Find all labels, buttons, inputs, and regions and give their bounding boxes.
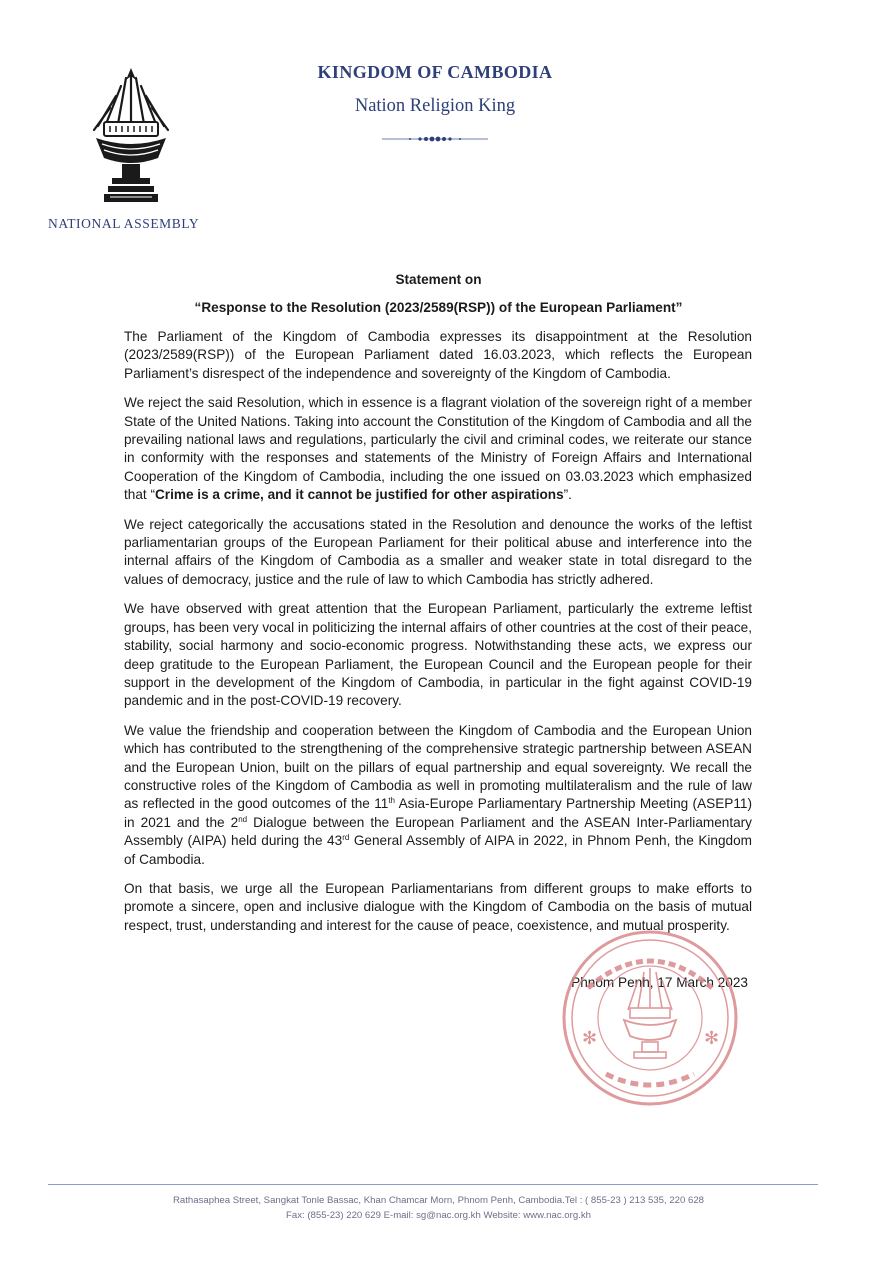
official-seal-icon xyxy=(558,926,742,1110)
paragraph-2-emphasis: Crime is a crime, and it cannot be justified for other aspirations xyxy=(154,487,564,503)
national-motto: Nation Religion King xyxy=(354,96,516,116)
paragraph-6: On that basis, we urge all the European Parliamentarians from different groups to make efforts to promote a sincere, open and inclusive dialogue with the Kingdom of Cambodia on the basis of mutual respect, trust, understanding and interest for the cause of peace, coexistence, and mutual prosperity. xyxy=(124,880,752,933)
paragraph-2 xyxy=(124,394,752,504)
kingdom-heading: KINGDOM OF CAMBODIA xyxy=(317,62,553,82)
paragraph-2-text: We reject the said Resolution, which in essence is a flagrant violation of the sovereign right of a member State of the United Nations. Taking into account the Constitution of the Kingdom of Cambodia and all the prevailing national laws and regulations, particularly the civil and criminal codes, we reiterate our stance in conformity with the responses and statements of the Ministry of Foreign Affairs and International Cooperation of the Kingdom of Cambodia, including the one issued on 03.03.2023 which emphasized that “ xyxy=(124,395,752,503)
paragraph-5 xyxy=(124,722,752,869)
ornament-divider-icon xyxy=(380,133,490,145)
statement-body xyxy=(124,328,752,946)
paragraph-5-part-b: Asia-Europe Parliamentary Partnership Meeting (ASEP11) in 2021 and the 2 xyxy=(124,796,752,830)
svg-text:✻: ✻ xyxy=(582,1028,598,1049)
national-assembly-emblem-icon xyxy=(88,66,174,208)
svg-text:✻: ✻ xyxy=(704,1028,720,1049)
footer-divider xyxy=(48,1184,818,1185)
paragraph-4: We have observed with great attention that the European Parliament, particularly the extreme leftist groups, has been very vocal in politicizing the internal affairs of other countries at the cost of their peace, stability, social harmony and socio-economic progress. Notwithstanding these acts, we express our deep gratitude to the European Parliament, the European Council and the European people for their support in the development of the Kingdom of Cambodia, in particular in the fight against COVID-19 pandemic and in the post-COVID-19 recovery. xyxy=(124,601,752,709)
paragraph-5-part-a: We value the friendship and cooperation between the Kingdom of Cambodia and the European Union which has contributed to the strengthening of the comprehensive strategic partnership between ASEAN and the European Union, built on the pillars of equal partnership and equal sovereignty. We recall the constructive roles of the Kingdom of Cambodia as well in promoting multilateralism and the rule of law as reflected in the good outcomes of the 11 xyxy=(124,722,752,812)
ordinal-suffix: rd xyxy=(342,833,350,843)
statement-title: Statement on xyxy=(395,272,482,287)
statement-subtitle: “Response to the Resolution (2023/2589(RSP)) of the European Parliament” xyxy=(194,300,683,315)
footer-contact: Fax: (855-23) 220 629 E-mail: sg@nac.org.kh Website: www.nac.org.kh xyxy=(286,1210,591,1221)
paragraph-5-part-c: Dialogue between the European Parliament and the ASEAN Inter-Parliamentary Assembly (AIPA) held during the 43 xyxy=(124,814,752,849)
ordinal-suffix: th xyxy=(388,796,395,806)
place-and-date: Phnom Penh, 17 March 2023 xyxy=(571,975,748,990)
paragraph-5-part-d: General Assembly of AIPA in 2022, in Phnom Penh, the Kingdom of Cambodia. xyxy=(124,833,752,867)
institution-name: NATIONAL ASSEMBLY xyxy=(48,216,200,231)
paragraph-3: We reject categorically the accusations stated in the Resolution and denounce the works of the leftist parliamentarian groups of the European Parliament for their political abuse and interference into the internal affairs of the Kingdom of Cambodia as a smaller and weaker state in total disregard to the values of democracy, justice and the rule of law to which Cambodia has strictly adhered. xyxy=(124,516,752,587)
paragraph-1: The Parliament of the Kingdom of Cambodia expresses its disappointment at the Resolution (2023/2589(RSP)) of the European Parliament dated 16.03.2023, which reflects the European Parliament’s disrespect of the independence and sovereignty of the Kingdom of Cambodia. xyxy=(124,329,752,381)
ordinal-suffix: nd xyxy=(238,814,248,824)
paragraph-2-end: ”. xyxy=(563,487,572,503)
footer-address: Rathasaphea Street, Sangkat Tonle Bassac, Khan Chamcar Morn, Phnom Penh, Cambodia.Tel : ( 855-23 ) 213 535, 220 628 xyxy=(173,1195,704,1206)
